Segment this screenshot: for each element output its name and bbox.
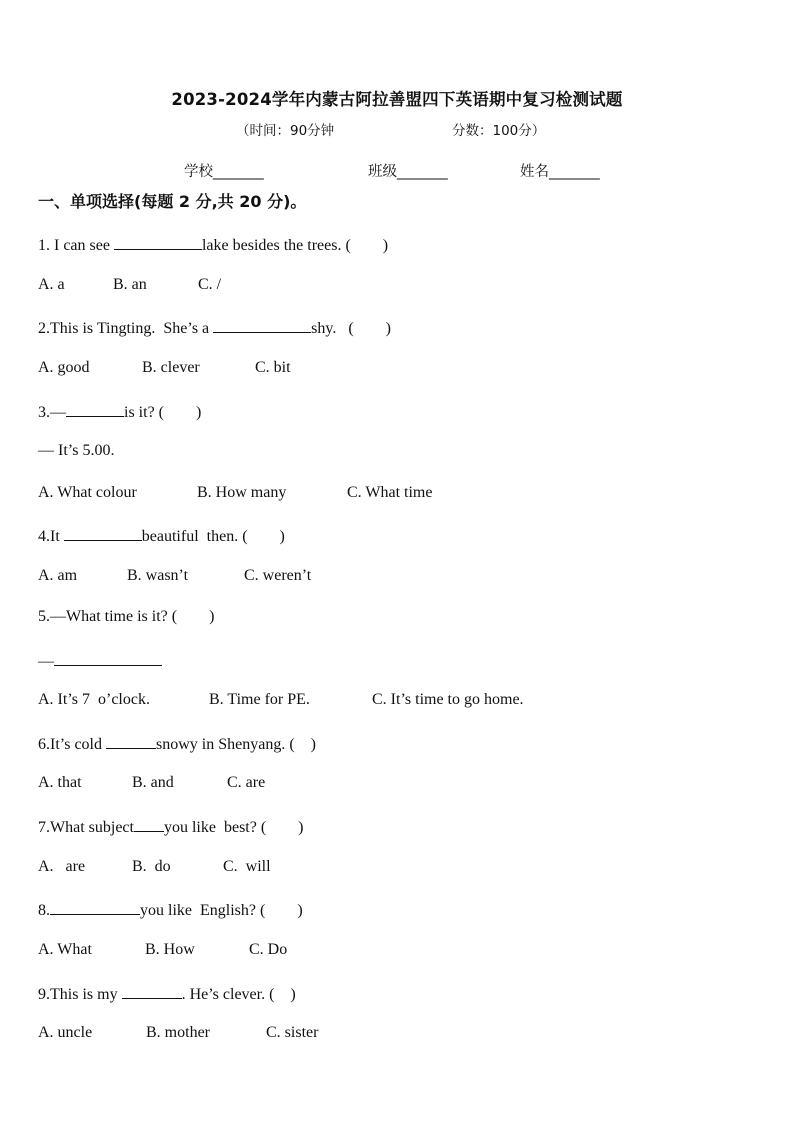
exam-time: （时间：90分钟	[236, 123, 335, 139]
question-3-reply: — It’s 5.00.	[38, 442, 115, 459]
section-title: 一、单项选择(每题 2 分,共 20 分)。	[38, 192, 307, 211]
question-5	[38, 607, 214, 627]
option-c[interactable]: C. sister	[266, 1024, 319, 1041]
option-a[interactable]: A. What	[38, 941, 92, 958]
exam-score: 分数：100分）	[452, 123, 546, 139]
name-field[interactable]: 姓名_______	[520, 164, 600, 180]
options-9	[38, 1023, 318, 1043]
answer-blank[interactable]	[134, 815, 164, 832]
question-4	[38, 524, 285, 547]
options-2	[38, 358, 291, 378]
question-2	[38, 316, 391, 339]
option-c[interactable]: C. weren’t	[244, 567, 312, 584]
question-9	[38, 982, 296, 1005]
options-1	[38, 275, 221, 295]
option-c[interactable]: C. It’s time to go home.	[372, 691, 524, 708]
option-b[interactable]: B. and	[132, 774, 174, 791]
answer-blank[interactable]	[64, 524, 142, 541]
option-a[interactable]: A. are	[38, 858, 86, 875]
answer-blank[interactable]	[66, 400, 124, 417]
option-c[interactable]: C. What time	[347, 484, 433, 501]
option-a[interactable]: A. It’s 7 o’clock.	[38, 691, 150, 708]
answer-blank[interactable]	[213, 316, 311, 333]
question-text: 3.—	[38, 404, 66, 421]
question-text: beautiful then. ( )	[141, 528, 285, 545]
option-c[interactable]: C. Do	[249, 941, 288, 958]
question-text: 5.—What time is it? ( )	[38, 608, 215, 625]
option-a[interactable]: A. What colour	[38, 484, 137, 501]
options-6	[38, 773, 265, 793]
answer-blank[interactable]	[50, 898, 140, 915]
option-a[interactable]: A. am	[38, 567, 78, 584]
option-a[interactable]: A. good	[38, 359, 90, 376]
option-b[interactable]: B. an	[113, 276, 147, 293]
option-b[interactable]: B. clever	[142, 359, 200, 376]
class-field[interactable]: 班级_______	[368, 164, 448, 180]
option-c[interactable]: C. will	[223, 858, 271, 875]
option-a[interactable]: A. uncle	[38, 1024, 93, 1041]
question-text: snowy in Shenyang. ( )	[156, 736, 316, 753]
answer-blank[interactable]	[54, 649, 162, 666]
option-c[interactable]: C. /	[198, 276, 222, 293]
page-title: 2023-2024学年内蒙古阿拉善盟四下英语期中复习检测试题	[171, 90, 623, 109]
school-field[interactable]: 学校_______	[184, 164, 264, 180]
question-1	[38, 233, 388, 256]
question-text: lake besides the trees. ( )	[201, 237, 389, 254]
question-text: you like best? ( )	[163, 819, 304, 836]
option-c[interactable]: C. bit	[255, 359, 291, 376]
option-b[interactable]: B. How many	[197, 484, 287, 501]
question-3	[38, 400, 201, 423]
reply-dash: —	[38, 653, 54, 670]
option-a[interactable]: A. that	[38, 774, 82, 791]
answer-blank[interactable]	[122, 982, 182, 999]
option-b[interactable]: B. do	[132, 858, 171, 875]
option-c[interactable]: C. are	[227, 774, 266, 791]
options-5	[38, 690, 524, 710]
options-3	[38, 483, 432, 503]
option-b[interactable]: B. Time for PE.	[209, 691, 310, 708]
question-text: 6.It’s cold	[38, 736, 106, 753]
question-8	[38, 898, 303, 921]
question-text: 7.What subject	[38, 819, 134, 836]
question-text: 4.It	[38, 528, 64, 545]
question-text: 2.This is Tingting. She’s a	[38, 320, 214, 337]
option-b[interactable]: B. wasn’t	[127, 567, 189, 584]
options-8	[38, 940, 287, 960]
options-7	[38, 857, 271, 877]
option-b[interactable]: B. mother	[146, 1024, 210, 1041]
option-b[interactable]: B. How	[145, 941, 195, 958]
question-text: 9.This is my	[38, 986, 122, 1003]
question-text: is it? ( )	[124, 404, 202, 421]
question-6	[38, 732, 316, 755]
question-text: . He’s clever. ( )	[181, 986, 296, 1003]
question-text: 1. I can see	[38, 237, 114, 254]
question-text: shy. ( )	[311, 320, 392, 337]
question-5-reply	[38, 649, 162, 672]
options-4	[38, 566, 311, 586]
question-text: you like English? ( )	[140, 902, 303, 919]
answer-blank[interactable]	[114, 233, 202, 250]
option-a[interactable]: A. a	[38, 276, 65, 293]
question-7	[38, 815, 304, 838]
answer-blank[interactable]	[106, 732, 156, 749]
question-text: 8.	[38, 902, 50, 919]
